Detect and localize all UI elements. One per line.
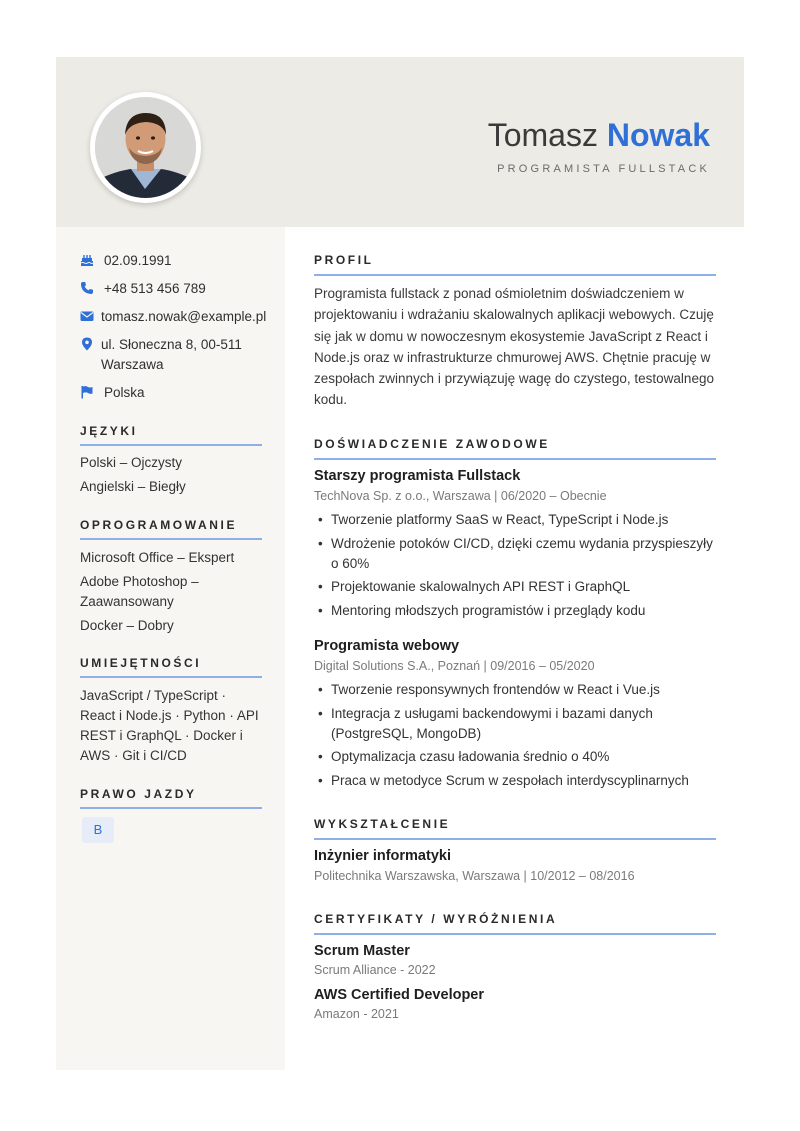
- address: [101, 335, 281, 375]
- last-name: Nowak: [606, 117, 710, 153]
- driving-category-badge: B: [82, 817, 114, 843]
- phone[interactable]: +48 513 456 789: [104, 281, 206, 296]
- job-sub-2: Digital Solutions S.A., Poznań | 09/2016 – 05/2020: [314, 659, 595, 673]
- list-item: • Tworzenie responsywnych frontendów w React i Vue.js: [314, 680, 716, 700]
- language-item: Angielski – Biegły: [80, 479, 186, 494]
- contact-email: [80, 307, 280, 327]
- software-item: Zaawansowany: [80, 594, 174, 609]
- education-title: Inżynier informatyki: [314, 848, 451, 864]
- skills-line: REST i GraphQL · Docker i: [80, 728, 243, 743]
- cake-icon: [80, 253, 96, 269]
- job-sub-1: TechNova Sp. z o.o., Warszawa | 06/2020 – Obecnie: [314, 489, 607, 503]
- profile-heading: PROFIL: [314, 253, 716, 276]
- address-line-2: Warszawa: [101, 357, 164, 372]
- skills-line: JavaScript / TypeScript ·: [80, 688, 227, 703]
- birthdate: 02.09.1991: [104, 253, 172, 268]
- list-item: • Integracja z usługami backendowymi i bazami danych (PostgreSQL, MongoDB): [314, 704, 716, 744]
- mail-icon: [80, 309, 96, 325]
- profile-text: Programista fullstack z ponad ośmioletnim doświadczeniem w projektowaniu i wdrażaniu skalowalnych aplikacji webowych. Czuję się jak w domu w nowoczesnym ekosystemie JavaScript z React i Node.js oraz w infrastrukturze chmurowej AWS. Chętnie pracuję w zespołach zwinnych i przywiązuję wagę do czystego, testowalnego kodu.: [314, 286, 714, 408]
- certificates-heading: CERTYFIKATY / WYRÓŻNIENIA: [314, 912, 716, 935]
- resume-page: [56, 57, 744, 1070]
- sidebar: [56, 227, 285, 1070]
- certificate-sub: Amazon - 2021: [314, 1007, 399, 1021]
- job-bullets-2: [314, 680, 716, 794]
- profile-photo-frame: [90, 92, 201, 203]
- list-item: • Tworzenie platformy SaaS w React, TypeScript i Node.js: [314, 510, 716, 530]
- skills-line: React i Node.js · Python · API: [80, 708, 259, 723]
- skills-heading: UMIEJĘTNOŚCI: [80, 656, 262, 678]
- list-item: • Wdrożenie potoków CI/CD, dzięki czemu wydania przyspieszyły o 60%: [314, 534, 716, 574]
- job-title: PROGRAMISTA FULLSTACK: [497, 163, 710, 175]
- email[interactable]: tomasz.nowak@example.pl: [101, 309, 267, 324]
- certificate-title: Scrum Master: [314, 943, 410, 959]
- map-pin-icon: [80, 337, 96, 353]
- list-item: • Mentoring młodszych programistów i przeglądy kodu: [314, 601, 716, 621]
- full-name: [488, 115, 710, 155]
- contact-address: [80, 335, 280, 375]
- country: Polska: [104, 385, 145, 400]
- certificate-title: AWS Certified Developer: [314, 987, 485, 1003]
- experience-heading: DOŚWIADCZENIE ZAWODOWE: [314, 437, 716, 460]
- profile-photo: [95, 97, 196, 198]
- education-heading: WYKSZTAŁCENIE: [314, 817, 716, 840]
- resume-header: [56, 57, 744, 227]
- certificate-sub: Scrum Alliance - 2022: [314, 963, 436, 977]
- list-item: • Optymalizacja czasu ładowania średnio o 40%: [314, 747, 716, 767]
- flag-icon: [80, 385, 96, 401]
- software-item: Adobe Photoshop –: [80, 574, 199, 589]
- education-sub: Politechnika Warszawska, Warszawa | 10/2012 – 08/2016: [314, 869, 635, 883]
- first-name: Tomasz: [487, 117, 598, 153]
- job-title-1: Starszy programista Fullstack: [314, 468, 521, 484]
- contact-country: [80, 383, 280, 403]
- language-item: Polski – Ojczysty: [80, 455, 183, 470]
- languages-heading: JĘZYKI: [80, 424, 262, 446]
- job-title-2: Programista webowy: [314, 638, 460, 654]
- phone-icon: [80, 281, 96, 297]
- driving-heading: PRAWO JAZDY: [80, 787, 262, 809]
- address-line-1: ul. Słoneczna 8, 00-511: [101, 337, 242, 352]
- list-item: • Projektowanie skalowalnych API REST i GraphQL: [314, 577, 716, 597]
- job-bullets-1: [314, 510, 716, 624]
- list-item: • Praca w metodyce Scrum w zespołach interdyscyplinarnych: [314, 771, 716, 791]
- skills-line: AWS · Git i CI/CD: [80, 748, 187, 763]
- software-heading: OPROGRAMOWANIE: [80, 518, 262, 540]
- software-item: Docker – Dobry: [80, 618, 174, 633]
- contact-phone: [80, 279, 280, 299]
- software-item: Microsoft Office – Ekspert: [80, 550, 235, 565]
- contact-birthdate: [80, 251, 280, 271]
